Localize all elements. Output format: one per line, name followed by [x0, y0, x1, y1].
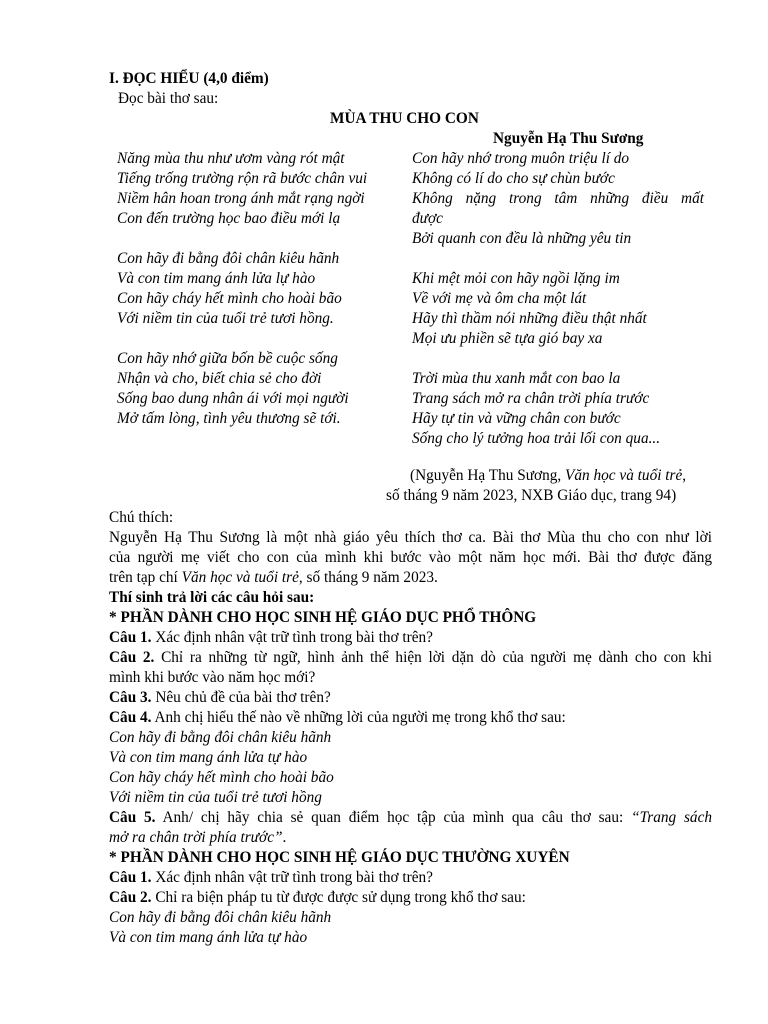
question-label: Câu 1. — [109, 629, 152, 646]
poem-line: Con hãy cháy hết mình cho hoài bão — [117, 290, 342, 307]
answer-instruction: Thí sinh trả lời các câu hỏi sau: — [109, 589, 315, 606]
question-3 — [109, 688, 331, 708]
poem-line: Năng mùa thu như ươm vàng rót mật — [117, 150, 345, 167]
question-text: Anh chị hiểu thế nào về những lời của người mẹ trong khổ thơ sau: — [151, 709, 566, 726]
question-label: Câu 2. — [109, 649, 155, 666]
question-text: Nêu chủ đề của bài thơ trên? — [151, 689, 331, 706]
question-label: Câu 2. — [109, 889, 152, 906]
poem-line: Và con tim mang ánh lửa lự hào — [117, 270, 316, 287]
poem-line: Trang sách mở ra chân trời phía trước — [412, 390, 650, 407]
quoted-line: Và con tim mang ánh lửa tự hào — [109, 749, 308, 766]
poem-line: Về với mẹ và ôm cha một lát — [412, 290, 587, 307]
poem-line: Với niềm tin của tuổi trẻ tươi hồng. — [117, 310, 334, 327]
source-journal: Văn học và tuổi trẻ — [565, 467, 683, 484]
quoted-line: Con hãy đi bằng đôi chân kiêu hãnh — [109, 729, 332, 746]
question-2 — [109, 648, 712, 668]
poem-line: Sống bao dung nhân ái với mọi người — [117, 390, 349, 407]
question-text: Xác định nhân vật trữ tình trong bài thơ trên? — [151, 869, 433, 886]
source-details: số tháng 9 năm 2023, NXB Giáo dục, trang 94) — [386, 487, 677, 504]
question-punct: . — [282, 829, 287, 846]
note-text: của người mẹ viết cho con của mình khi bước vào một năm học mới. Bài thơ được đăng — [109, 549, 712, 566]
poem-line: Không có lí do cho sự chùn bước — [412, 170, 615, 187]
question-text: Chỉ ra biện pháp tu từ được được sử dụng trong khổ thơ sau: — [151, 889, 526, 906]
question-text: Xác định nhân vật trữ tình trong bài thơ trên? — [151, 629, 433, 646]
question-5 — [109, 808, 712, 828]
source-citation — [410, 466, 686, 486]
question-label: Câu 4. — [109, 709, 152, 726]
note-journal: Văn học và tuổi trẻ — [181, 569, 299, 586]
quoted-line: Con hãy đi bằng đôi chân kiêu hãnh — [109, 909, 332, 926]
question-1 — [109, 868, 433, 888]
poem-line: Sống cho lý tưởng hoa trải lối con qua... — [412, 430, 661, 447]
quoted-line: Con hãy cháy hết mình cho hoài bão — [109, 769, 334, 786]
poem-author: Nguyễn Hạ Thu Sương — [493, 130, 644, 147]
poem-title: MÙA THU CHO CON — [330, 110, 479, 127]
note-text — [109, 568, 438, 588]
question-2-cont: mình khi bước vào năm học mới? — [109, 669, 316, 686]
poem-line: Khi mệt mỏi con hãy ngồi lặng im — [412, 270, 620, 287]
source-author: (Nguyễn Hạ Thu Sương, — [410, 467, 566, 484]
poem-line: Nhận và cho, biết chia sẻ cho đời — [117, 370, 322, 387]
poem-line: Bởi quanh con đều là những yêu tin — [412, 230, 632, 247]
poem-line: Con hãy nhớ giữa bốn bề cuộc sống — [117, 350, 338, 367]
note-text-part: , số tháng 9 năm 2023. — [298, 569, 438, 586]
poem-line: Con hãy nhớ trong muôn triệu lí do — [412, 150, 630, 167]
question-5-cont — [109, 828, 286, 848]
quoted-text: mở ra chân trời phía trước” — [109, 829, 283, 846]
poem-line: được — [412, 210, 443, 227]
poem-line: Niềm hân hoan trong ánh mắt rạng ngời — [117, 190, 365, 207]
question-2 — [109, 888, 526, 908]
poem-line: Con đến trường học bao điều mới lạ — [117, 210, 341, 227]
poem-line: Trời mùa thu xanh mắt con bao la — [412, 370, 621, 387]
question-text: Anh/ chị hãy chia sẻ quan điểm học tập của mình qua câu thơ sau: — [155, 809, 624, 826]
question-label: Câu 1. — [109, 869, 152, 886]
reading-instruction: Đọc bài thơ sau: — [118, 90, 219, 107]
quoted-text: “Trang sách — [631, 809, 713, 826]
note-label: Chú thích: — [109, 509, 174, 526]
question-text: Chỉ ra những từ ngữ, hình ảnh thể hiện lời dặn dò của người mẹ dành cho con khi — [154, 649, 712, 666]
poem-line: Không nặng trong tâm những điều mất — [412, 190, 704, 207]
poem-line: Mở tấm lòng, tình yêu thương sẽ tới. — [117, 410, 341, 427]
note-text-part: trên tạp chí — [109, 569, 182, 586]
source-punct: , — [682, 467, 687, 484]
quoted-line: Và con tim mang ánh lửa tự hào — [109, 929, 308, 946]
part-general-heading: * PHẦN DÀNH CHO HỌC SINH HỆ GIÁO DỤC PHỔ THÔNG — [109, 609, 537, 626]
question-4 — [109, 708, 566, 728]
poem-line: Tiếng trống trường rộn rã bước chân vui — [117, 170, 368, 187]
question-label: Câu 3. — [109, 689, 152, 706]
poem-line: Hãy thì thầm nói những điều thật nhất — [412, 310, 647, 327]
poem-line: Hãy tự tin và vững chân con bước — [412, 410, 621, 427]
section-title: I. ĐỌC HIỂU (4,0 điểm) — [109, 70, 269, 87]
question-label: Câu 5. — [109, 809, 156, 826]
poem-line: Con hãy đi bằng đôi chân kiêu hãnh — [117, 250, 340, 267]
quoted-line: Với niềm tin của tuổi trẻ tươi hồng — [109, 789, 322, 806]
note-text: Nguyễn Hạ Thu Sương là một nhà giáo yêu thích thơ ca. Bài thơ Mùa thu cho con như lời — [109, 529, 712, 546]
question-1 — [109, 628, 433, 648]
part-continuing-heading: * PHẦN DÀNH CHO HỌC SINH HỆ GIÁO DỤC THƯỜNG XUYÊN — [109, 849, 570, 866]
poem-line: Mọi ưu phiền sẽ tựa gió bay xa — [412, 330, 603, 347]
